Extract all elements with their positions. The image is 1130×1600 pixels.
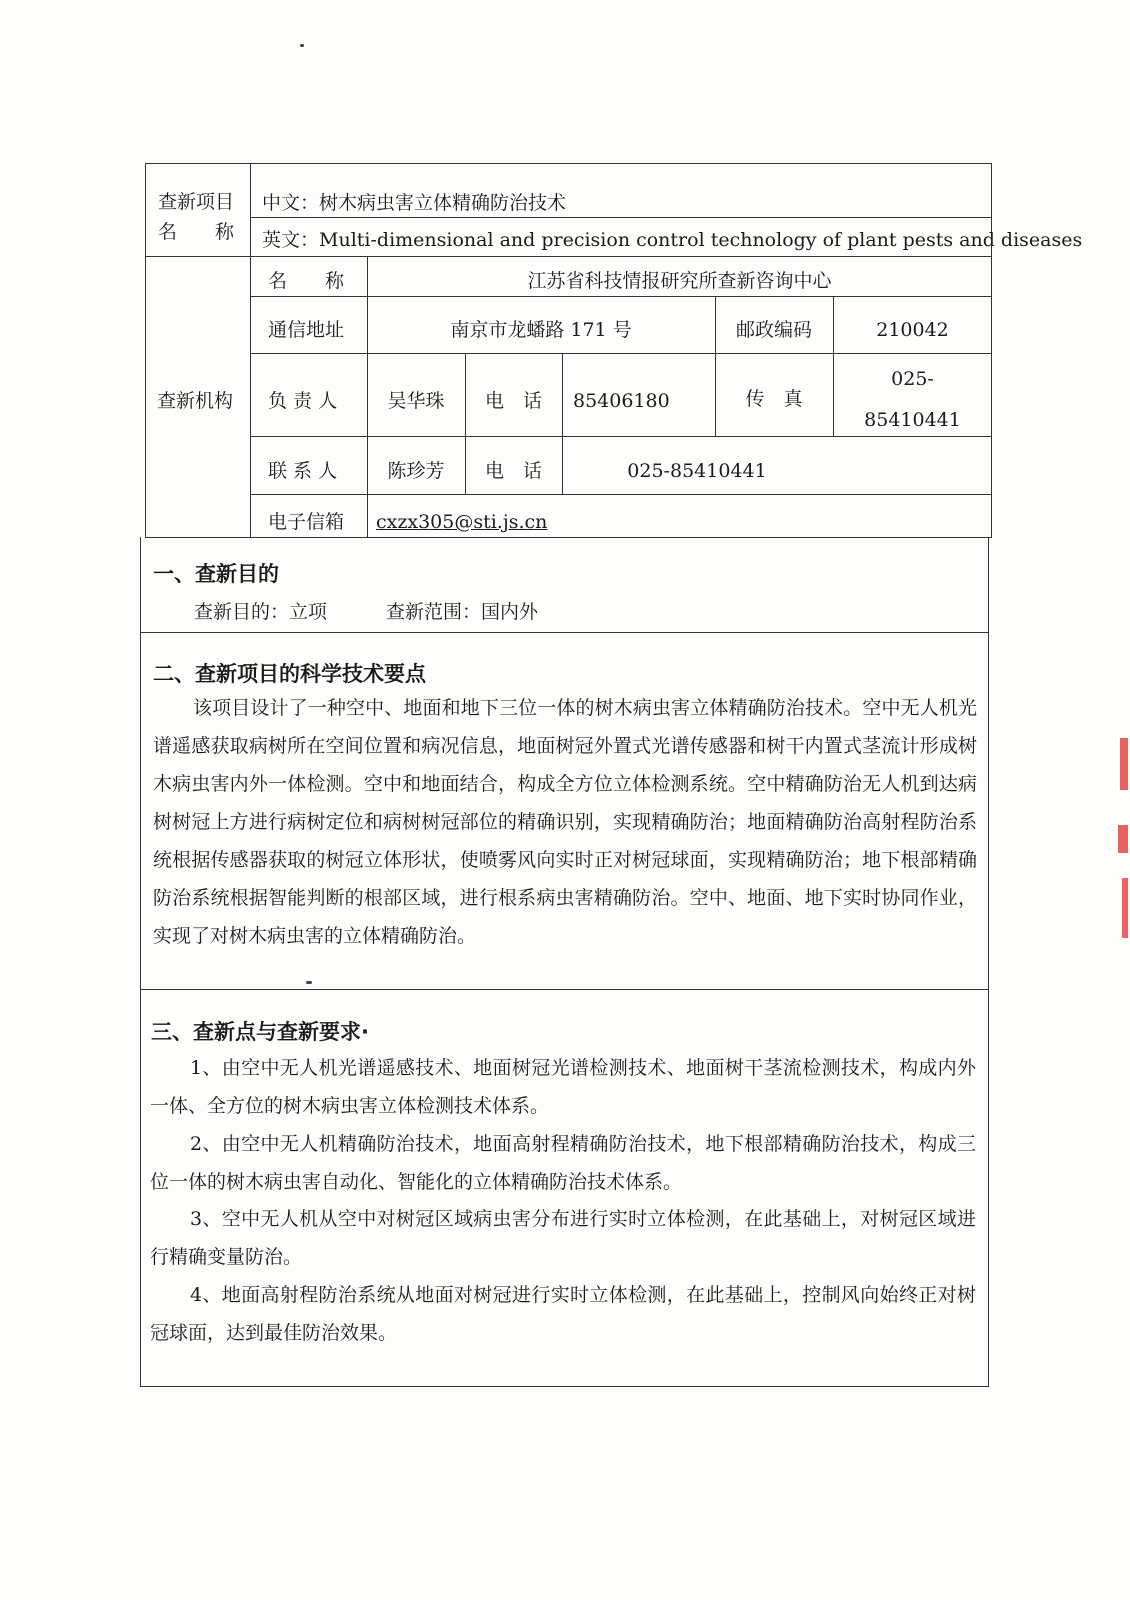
section2-body: 该项目设计了一种空中、地面和地下三位一体的树木病虫害立体精确防治技术。空中无人机光谱遥感获取病树所在空间位置和病况信息，地面树冠外置式光谱传感器和树干内置式茎流计形成树木病虫害内外一体检测。空中和地面结合，构成全方位立体检测系统。空中精确防治无人机到达病树树冠上方进行病树定位和病树树冠部位的精确识别，实现精确防治；地面精确防治高射程防治系统根据传感器获取的树冠立体形状，使喷雾风向实时正对树冠球面，实现精确防治；地下根部精确防治系统根据智能判断的根部区域，进行根系病虫害精确防治。空中、地面、地下实时协同作业，实现了对树木病虫害的立体精确防治。 — [153, 697, 977, 947]
email-label: 电子信箱 — [268, 511, 345, 533]
contact-phone-value: 025-85410441 — [627, 460, 767, 482]
section2-title: 二、查新项目的科学技术要点 — [153, 662, 426, 686]
section3-item-4: 4、地面高射程防治系统从地面对树冠进行实时立体检测，在此基础上，控制风向始终正对树冠球面，达到最佳防治效果。 — [150, 1284, 976, 1344]
postcode-value: 210042 — [876, 319, 949, 341]
scan-speck — [306, 981, 312, 984]
body-border-right — [988, 537, 989, 1387]
section3-title: 三、查新点与查新要求· — [151, 1020, 369, 1044]
leader-phone-label: 电 话 — [484, 390, 542, 412]
leader-phone-value: 85406180 — [573, 390, 670, 412]
section-divider — [140, 632, 989, 633]
address-label: 通信地址 — [268, 319, 345, 341]
section1-title: 一、查新目的 — [153, 562, 279, 586]
section3-item-1: 1、由空中无人机光谱遥感技术、地面树冠光谱检测技术、地面树干茎流检测技术，构成内外一体、全方位的树木病虫害立体检测技术体系。 — [150, 1057, 976, 1117]
contact-value: 陈珍芳 — [387, 460, 445, 482]
fax-label: 传 真 — [745, 388, 803, 410]
org-name-value: 江苏省科技情报研究所查新咨询中心 — [527, 270, 832, 292]
table-divider — [250, 296, 992, 297]
contact-phone-label: 电 话 — [484, 460, 542, 482]
stamp-fragment — [1120, 738, 1128, 790]
project-name-cn: 中文：树木病虫害立体精确防治技术 — [262, 192, 567, 214]
fax-value-line2: 85410441 — [864, 409, 961, 431]
leader-value: 吴华珠 — [387, 390, 445, 412]
search-purpose: 查新目的：立项 — [194, 601, 328, 623]
contact-label: 联 系 人 — [268, 460, 338, 482]
project-label-line2: 名 称 — [158, 221, 235, 243]
search-scope: 查新范围：国内外 — [386, 601, 539, 623]
table-divider — [715, 296, 716, 436]
table-divider — [250, 163, 251, 538]
stamp-fragment — [1122, 878, 1128, 938]
section-divider — [140, 989, 989, 990]
body-border-left — [140, 537, 141, 1387]
address-value: 南京市龙蟠路 171 号 — [450, 319, 632, 341]
project-name-en: 英文：Multi-dimensional and precision control technology of plant pests and diseases — [262, 229, 1083, 251]
table-divider — [250, 436, 992, 437]
postcode-label: 邮政编码 — [735, 319, 812, 341]
table-divider — [250, 353, 992, 354]
table-divider — [250, 217, 992, 218]
org-label: 查新机构 — [157, 390, 234, 412]
project-label-line1: 查新项目 — [158, 191, 235, 213]
table-divider — [250, 494, 992, 495]
body-border-bottom — [140, 1386, 989, 1387]
fax-value-line1: 025- — [891, 368, 934, 390]
org-name-label: 名 称 — [268, 270, 345, 292]
scan-speck — [300, 44, 304, 47]
leader-label: 负 责 人 — [268, 390, 338, 412]
section3-item-2: 2、由空中无人机精确防治技术，地面高射程精确防治技术，地下根部精确防治技术，构成三位一体的树木病虫害自动化、智能化的立体精确防治技术体系。 — [150, 1133, 976, 1193]
table-divider — [145, 256, 992, 257]
section3-item-3: 3、空中无人机从空中对树冠区域病虫害分布进行实时立体检测，在此基础上，对树冠区域进行精确变量防治。 — [150, 1208, 976, 1268]
email-value[interactable]: cxzx305@sti.js.cn — [376, 511, 548, 533]
stamp-fragment — [1118, 825, 1128, 853]
